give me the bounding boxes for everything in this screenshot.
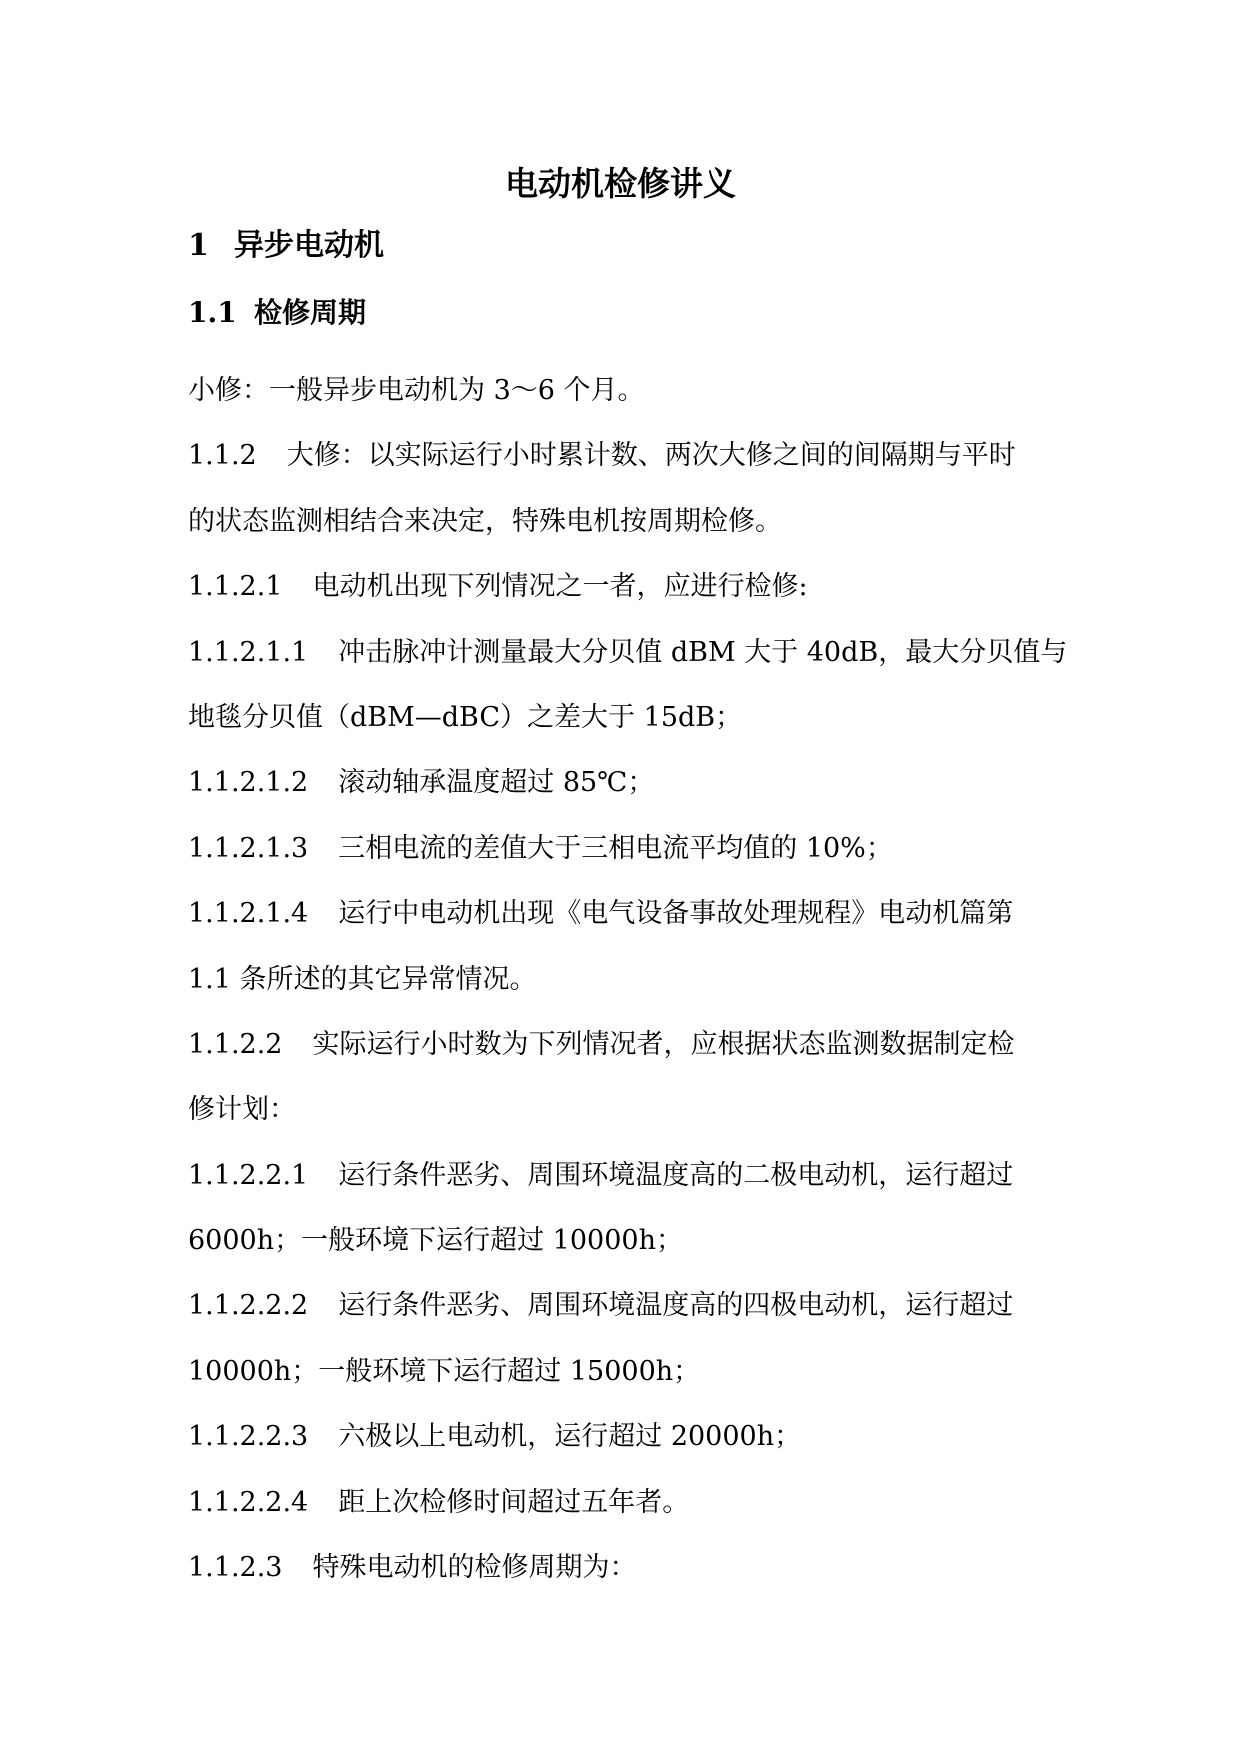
paragraph-line <box>188 1339 1068 1404</box>
clause-text: 修计划： <box>188 1094 296 1126</box>
paragraph-line <box>188 1143 1068 1208</box>
clause-text: 滚动轴承温度超过 85℃； <box>338 767 655 799</box>
clause-text: 特殊电动机的检修周期为： <box>312 1552 637 1584</box>
paragraph-line <box>188 685 1068 750</box>
clause-text: 运行条件恶劣、周围环境温度高的二极电动机，运行超过 <box>338 1159 1014 1191</box>
clause-text: 冲击脉冲计测量最大分贝值 dBM 大于 40dB，最大分贝值与 <box>338 636 1068 668</box>
paragraph-line <box>188 750 1068 815</box>
clause-text: 大修：以实际运行小时累计数、两次大修之间的间隔期与平时 <box>286 440 1016 472</box>
paragraph-line <box>188 816 1068 881</box>
clause-number: 1.1.2.2.2 <box>188 1290 309 1322</box>
clause-number: 1.1.2.2 <box>188 1028 283 1060</box>
paragraph-line <box>188 1012 1068 1077</box>
clause-text: 运行条件恶劣、周围环境温度高的四极电动机，运行超过 <box>338 1290 1014 1322</box>
paragraph-line <box>188 1404 1068 1469</box>
clause-number: 1.1.2.3 <box>188 1552 283 1584</box>
clause-text: 10000h；一般环境下运行超过 15000h； <box>188 1355 701 1387</box>
paragraph-line <box>188 1208 1068 1273</box>
clause-number: 1.1.2.1 <box>188 571 283 603</box>
paragraph-line <box>188 358 1068 423</box>
clause-number: 1.1.2.1.4 <box>188 898 309 930</box>
clause-text: 运行中电动机出现《电气设备事故处理规程》电动机篇第 <box>338 898 1014 930</box>
paragraph-line <box>188 554 1068 619</box>
clause-number: 1.1.2 <box>188 440 257 472</box>
document-title: 电动机检修讲义 <box>505 164 736 203</box>
document-body <box>188 358 1068 1600</box>
clause-text: 三相电流的差值大于三相电流平均值的 10%； <box>338 832 893 864</box>
clause-text: 1.1 条所述的其它异常情况。 <box>188 963 537 995</box>
paragraph-line <box>188 947 1068 1012</box>
paragraph-line <box>188 881 1068 946</box>
section-title: 异步电动机 <box>234 228 384 263</box>
clause-number: 1.1.2.1.1 <box>188 636 309 668</box>
clause-number: 1.1.2.2.4 <box>188 1486 309 1518</box>
section-heading-1 <box>188 226 384 266</box>
paragraph-line <box>188 620 1068 685</box>
paragraph-line <box>188 489 1068 554</box>
clause-text: 地毯分贝值（dBM—dBC）之差大于 15dB； <box>188 701 743 733</box>
clause-number: 1.1.2.1.2 <box>188 767 309 799</box>
section-number: 1 <box>188 228 209 263</box>
clause-number: 1.1.2.2.3 <box>188 1421 309 1453</box>
section-heading-1-1 <box>188 293 366 333</box>
clause-text: 6000h；一般环境下运行超过 10000h； <box>188 1225 683 1257</box>
section-title: 检修周期 <box>254 296 367 329</box>
clause-number: 1.1.2.2.1 <box>188 1159 309 1191</box>
clause-text: 电动机出现下列情况之一者，应进行检修: <box>312 571 808 603</box>
paragraph-line <box>188 423 1068 488</box>
section-number: 1.1 <box>188 296 237 329</box>
paragraph-line <box>188 1470 1068 1535</box>
clause-number: 1.1.2.1.3 <box>188 832 309 864</box>
clause-text: 小修：一般异步电动机为 3～6 个月。 <box>188 375 645 406</box>
paragraph-line <box>188 1077 1068 1142</box>
clause-text: 六极以上电动机，运行超过 20000h； <box>338 1421 802 1453</box>
clause-text: 实际运行小时数为下列情况者，应根据状态监测数据制定检 <box>312 1028 1015 1060</box>
paragraph-line <box>188 1273 1068 1338</box>
paragraph-line <box>188 1535 1068 1600</box>
clause-text: 的状态监测相结合来决定，特殊电机按周期检修。 <box>188 505 782 537</box>
clause-text: 距上次检修时间超过五年者。 <box>338 1486 690 1518</box>
